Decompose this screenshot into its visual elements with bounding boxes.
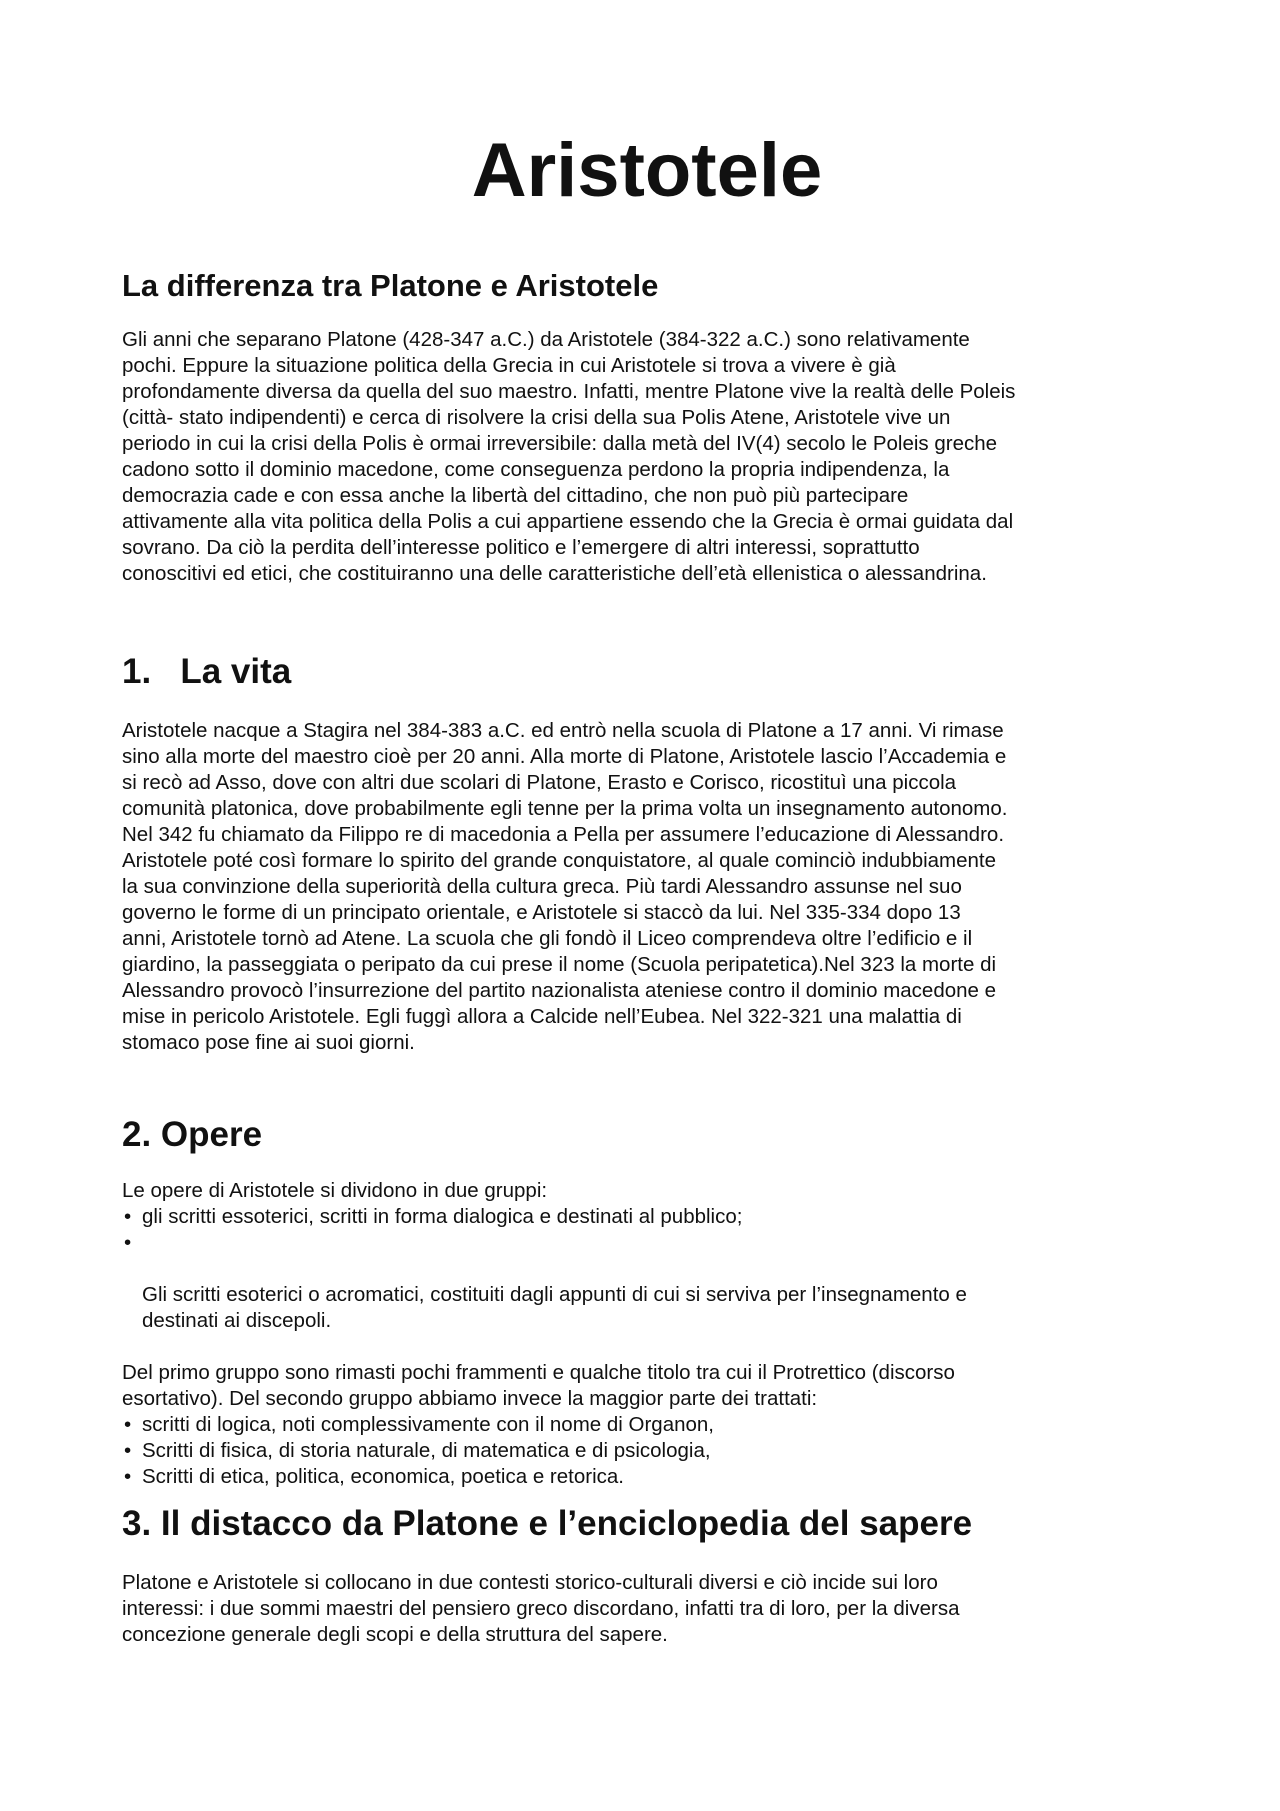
section-heading-opere: 2. Opere (122, 1115, 263, 1154)
list-item (122, 1230, 1172, 1334)
section-heading-vita: 1. La vita (122, 652, 292, 691)
section-heading-distacco: 3. Il distacco da Platone e l’enciclopedia del sapere (122, 1504, 973, 1543)
section-vita (122, 650, 1172, 1056)
section-opere (122, 1113, 1172, 1490)
list-item-text: Scritti di fisica, di storia naturale, di matematica e di psicologia, (142, 1439, 711, 1462)
list-item-text: gli scritti essoterici, scritti in forma dialogica e destinati al pubblico; (142, 1205, 743, 1228)
opere-intro-text: Le opere di Aristotele si dividono in due gruppi: (122, 1179, 548, 1202)
list-item (122, 1204, 1172, 1230)
opere-groups-list (122, 1204, 1172, 1334)
list-item-text: scritti di logica, noti complessivamente con il nome di Organon, (142, 1413, 714, 1436)
list-item (122, 1438, 1172, 1464)
section-distacco (122, 1502, 1172, 1648)
bullet-icon: • (124, 1205, 132, 1228)
bullet-icon: • (124, 1465, 132, 1488)
bullet-icon: • (124, 1413, 132, 1436)
bullet-icon: • (124, 1439, 132, 1462)
bullet-icon: • (124, 1231, 132, 1254)
list-item (122, 1464, 1172, 1490)
opere-second-paragraph: Del primo gruppo sono rimasti pochi frammenti e qualche titolo tra cui il Protrettico (discorso esortativo). Del secondo gruppo abbiamo invece la maggior parte dei trattati: (122, 1361, 955, 1410)
section-heading-intro: La differenza tra Platone e Aristotele (122, 268, 659, 303)
vita-paragraph: Aristotele nacque a Stagira nel 384-383 a.C. ed entrò nella scuola di Platone a 17 anni. Vi rimase sino alla morte del maestro cioè per 20 anni. Alla morte di Platone, Aristotele lascio l’Accademia e si recò ad Asso, dove con altri due scolari di Platone, Erasto e Corisco, ricostituì una piccola comunità platonica, dove probabilmente egli tenne per la prima volta un insegnamento autonomo. Nel 342 fu chiamato da Filippo re di macedonia a Pella per assumere l’educazione di Alessandro. Aristotele poté così formare lo spirito del grande conquistatore, al quale cominciò indubbiamente la sua convinzione della superiorità della cultura greca. Più tardi Alessandro assunse nel suo governo le forme di un principato orientale, e Aristotele si staccò da lui. Nel 335-334 dopo 13 anni, Aristotele tornò ad Atene. La scuola che gli fondò il Liceo comprendeva oltre l’edificio e il giardino, la passeggiata o peripato da cui prese il nome (Scuola peripatetica).Nel 323 la morte di Alessandro provocò l’insurrezione del partito nazionalista ateniese contro il dominio macedone e mise in pericolo Aristotele. Egli fuggì allora a Calcide nell’Eubea. Nel 322-321 una malattia di stomaco pose fine ai suoi giorni. (122, 719, 1008, 1054)
list-item (122, 1412, 1172, 1438)
intro-paragraph: Gli anni che separano Platone (428-347 a.C.) da Aristotele (384-322 a.C.) sono relativamente pochi. Eppure la situazione politica della Grecia in cui Aristotele si trova a vivere è già profondamente diversa da quella del suo maestro. Infatti, mentre Platone vive la realtà delle Poleis (città- stato indipendenti) e cerca di risolvere la crisi della sua Polis Atene, Aristotele vive un periodo in cui la crisi della Polis è ormai irreversibile: dalla metà del IV(4) secolo le Poleis greche cadono sotto il dominio macedone, come conseguenza perdono la propria indipendenza, la democrazia cade e con essa anche la libertà del cittadino, che non può più partecipare attivamente alla vita politica della Polis a cui appartiene essendo che la Grecia è ormai guidata dal sovrano. Da ciò la perdita dell’interesse politico e l’emergere di altri interessi, soprattutto conoscitivi ed etici, che costituiranno una delle caratteristiche dell’età ellenistica o alessandrina. (122, 328, 1016, 585)
section-intro (122, 266, 1172, 587)
list-item-text: Scritti di etica, politica, economica, poetica e retorica. (142, 1465, 624, 1488)
distacco-paragraph: Platone e Aristotele si collocano in due contesti storico-culturali diversi e ciò incide sui loro interessi: i due sommi maestri del pensiero greco discordano, infatti tra di loro, per la diversa concezione generale degli scopi e della struttura del sapere. (122, 1571, 960, 1646)
opere-treatises-list (122, 1412, 1172, 1490)
list-item-text: Gli scritti esoterici o acromatici, costituiti dagli appunti di cui si serviva per l’insegnamento e destinati ai discepoli. (142, 1283, 967, 1332)
document-title: Aristotele (471, 128, 823, 213)
